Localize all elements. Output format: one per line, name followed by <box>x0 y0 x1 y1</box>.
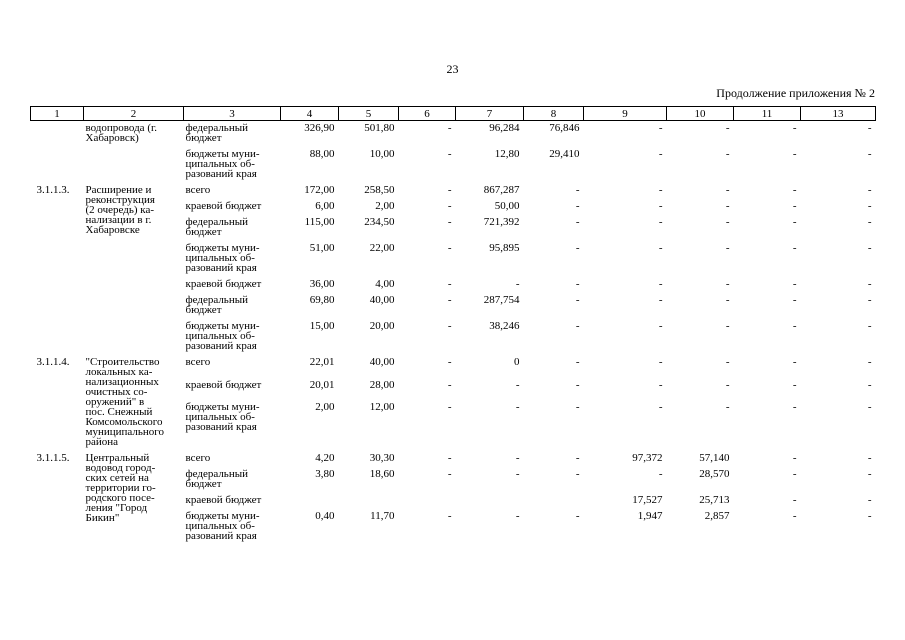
value-cell: 115,00 <box>304 216 335 228</box>
funding-source-line: бюджеты муни- <box>185 510 260 522</box>
value-cell: 25,713 <box>699 494 730 506</box>
funding-source-line: разований края <box>185 340 257 352</box>
item-code: 3.1.1.4. <box>36 356 70 368</box>
value-cell: - <box>575 401 580 414</box>
value-cell: - <box>792 148 797 160</box>
value-cell <box>524 493 584 509</box>
funding-source <box>184 355 281 378</box>
value-cell: - <box>575 378 580 391</box>
funding-source <box>184 400 281 451</box>
value-cell: - <box>725 378 730 391</box>
budget-table <box>30 106 876 545</box>
value-cell: - <box>658 356 663 368</box>
funding-source-line: ципальных об- <box>185 158 255 170</box>
funding-source-line: бюджеты муни- <box>185 320 260 332</box>
value-cell: - <box>792 510 797 522</box>
column-header: 13 <box>801 107 876 121</box>
column-header: 11 <box>734 107 801 121</box>
value-cell: - <box>575 278 580 290</box>
value-cell: - <box>725 216 730 228</box>
object-name-line: "Строительство <box>85 356 160 368</box>
value-cell: 69,80 <box>309 294 335 306</box>
value-cell: 258,50 <box>364 184 395 196</box>
funding-source-line: ципальных об- <box>185 330 255 342</box>
funding-source <box>184 378 281 401</box>
value-cell: 287,754 <box>483 294 520 306</box>
item-code <box>31 121 84 184</box>
value-cell: 2,00 <box>375 200 395 212</box>
value-cell: - <box>575 216 580 228</box>
funding-source-line: бюджеты муни- <box>185 148 260 160</box>
value-cell: - <box>725 294 730 306</box>
object-name-line: Хабаровск) <box>85 132 139 144</box>
value-cell: - <box>658 216 663 228</box>
value-cell: 29,410 <box>549 148 580 160</box>
item-code: 3.1.1.5. <box>36 452 70 464</box>
value-cell: 10,00 <box>369 148 395 160</box>
value-cell: - <box>447 468 452 480</box>
value-cell: 12,80 <box>494 148 520 160</box>
funding-source <box>184 121 281 148</box>
funding-source-line: всего <box>185 452 211 464</box>
value-cell: 1,947 <box>637 510 663 522</box>
value-cell: 36,00 <box>309 278 335 290</box>
object-name-line: Центральный <box>85 452 150 464</box>
funding-source-line: бюджет <box>185 226 222 238</box>
value-cell: - <box>658 148 663 160</box>
value-cell: 4,00 <box>375 278 395 290</box>
value-cell: - <box>867 242 872 254</box>
value-cell: - <box>658 278 663 290</box>
column-header: 3 <box>184 107 281 121</box>
value-cell: 40,00 <box>369 356 395 368</box>
value-cell: - <box>792 468 797 480</box>
value-cell: - <box>447 510 452 522</box>
value-cell: - <box>792 184 797 196</box>
value-cell: - <box>575 320 580 332</box>
value-cell: - <box>792 216 797 228</box>
value-cell: - <box>658 184 663 196</box>
value-cell: - <box>725 122 730 134</box>
funding-source-line: федеральный <box>185 294 248 306</box>
value-cell: - <box>725 200 730 212</box>
value-cell: - <box>867 320 872 332</box>
object-name <box>84 183 184 355</box>
funding-source <box>184 183 281 199</box>
value-cell: - <box>447 184 452 196</box>
item-code: 3.1.1.3. <box>36 184 70 196</box>
object-name-line: ских сетей на <box>85 472 149 484</box>
funding-source-line: бюджеты муни- <box>185 242 260 254</box>
value-cell: - <box>447 148 452 160</box>
value-cell: - <box>867 148 872 160</box>
value-cell: - <box>447 278 452 290</box>
value-cell: - <box>867 184 872 196</box>
value-cell: - <box>575 294 580 306</box>
funding-source-line: федеральный <box>185 216 248 228</box>
value-cell <box>399 493 456 509</box>
value-cell: 4,20 <box>315 452 335 464</box>
value-cell: 38,246 <box>489 320 520 332</box>
column-header: 4 <box>281 107 339 121</box>
value-cell: 95,895 <box>489 242 520 254</box>
value-cell: - <box>725 242 730 254</box>
funding-source-line: всего <box>185 184 211 196</box>
value-cell: - <box>725 184 730 196</box>
value-cell: - <box>792 494 797 506</box>
value-cell: - <box>867 452 872 464</box>
value-cell: - <box>575 468 580 480</box>
object-name-line: локальных ка- <box>85 366 153 378</box>
value-cell: 76,846 <box>549 122 580 134</box>
object-name-line: родского посе- <box>85 492 155 504</box>
value-cell: - <box>575 452 580 464</box>
funding-source-line: бюджет <box>185 304 222 316</box>
value-cell: 88,00 <box>309 148 335 160</box>
object-name-line: нализационных <box>85 376 159 388</box>
value-cell: 234,50 <box>364 216 395 228</box>
funding-source <box>184 467 281 493</box>
object-name-line: Расширение и <box>85 184 152 196</box>
funding-source <box>184 293 281 319</box>
funding-source-line: разований края <box>185 168 257 180</box>
value-cell: 2,00 <box>315 401 335 414</box>
table-row <box>31 121 876 148</box>
value-cell: - <box>447 401 452 414</box>
value-cell: - <box>575 510 580 522</box>
value-cell: - <box>792 278 797 290</box>
value-cell <box>281 493 339 509</box>
value-cell: - <box>515 278 520 290</box>
value-cell: - <box>447 294 452 306</box>
value-cell: 867,287 <box>483 184 520 196</box>
value-cell: - <box>658 401 663 414</box>
table-row <box>31 355 876 378</box>
value-cell: - <box>792 378 797 391</box>
value-cell: - <box>447 378 452 391</box>
value-cell: - <box>447 200 452 212</box>
object-name <box>84 121 184 184</box>
value-cell: - <box>867 278 872 290</box>
value-cell: 30,30 <box>369 452 395 464</box>
value-cell: - <box>725 320 730 332</box>
value-cell: - <box>792 356 797 368</box>
object-name-line: реконструкция <box>85 194 155 206</box>
value-cell: 721,392 <box>483 216 520 228</box>
value-cell: 0,40 <box>315 510 335 522</box>
value-cell: - <box>867 378 872 391</box>
value-cell <box>339 493 399 509</box>
object-name-line: оружений" в <box>85 396 145 408</box>
value-cell: 2,857 <box>704 510 730 522</box>
value-cell: - <box>867 216 872 228</box>
funding-source-line: бюджеты муни- <box>185 401 260 414</box>
value-cell: - <box>725 278 730 290</box>
value-cell: 172,00 <box>304 184 335 196</box>
column-header: 6 <box>399 107 456 121</box>
value-cell: 28,570 <box>699 468 730 480</box>
table-row <box>31 183 876 199</box>
value-cell: 22,00 <box>369 242 395 254</box>
value-cell: - <box>792 320 797 332</box>
table-row <box>31 451 876 467</box>
value-cell: - <box>447 356 452 368</box>
value-cell: - <box>515 378 520 391</box>
funding-source-line: разований края <box>185 262 257 274</box>
value-cell: 326,90 <box>304 122 335 134</box>
object-name-line: водовод город- <box>85 462 156 474</box>
value-cell: - <box>725 356 730 368</box>
value-cell: - <box>792 294 797 306</box>
object-name <box>84 451 184 545</box>
funding-source-line: федеральный <box>185 122 248 134</box>
object-name-line: муниципального <box>85 426 165 438</box>
value-cell: - <box>515 468 520 480</box>
object-name-line: очистных со- <box>85 386 148 398</box>
value-cell: 0 <box>514 356 520 368</box>
object-name-line: Хабаровске <box>85 224 140 236</box>
funding-source-line: краевой бюджет <box>185 378 262 391</box>
value-cell: - <box>867 468 872 480</box>
column-header: 8 <box>524 107 584 121</box>
object-name-line: Бикин" <box>85 512 120 524</box>
funding-source-line: ципальных об- <box>185 252 255 264</box>
value-cell: - <box>867 494 872 506</box>
object-name-line: Комсомольского <box>85 416 163 428</box>
value-cell: 15,00 <box>309 320 335 332</box>
funding-source-line: краевой бюджет <box>185 494 262 506</box>
funding-source-line: бюджет <box>185 132 222 144</box>
value-cell: 40,00 <box>369 294 395 306</box>
object-name-line: территории го- <box>85 482 156 494</box>
funding-source <box>184 319 281 355</box>
column-header: 1 <box>31 107 84 121</box>
column-header: 7 <box>456 107 524 121</box>
object-name-line: пос. Снежный <box>85 406 153 418</box>
funding-source <box>184 493 281 509</box>
value-cell: - <box>447 452 452 464</box>
value-cell: - <box>575 356 580 368</box>
value-cell: - <box>575 200 580 212</box>
value-cell: 50,00 <box>494 200 520 212</box>
value-cell: 501,80 <box>364 122 395 134</box>
value-cell: 18,60 <box>369 468 395 480</box>
page-number: 23 <box>446 62 459 76</box>
funding-source-line: краевой бюджет <box>185 200 262 212</box>
object-name <box>84 355 184 451</box>
funding-source-line: бюджет <box>185 478 222 490</box>
value-cell: - <box>867 122 872 134</box>
value-cell: - <box>447 122 452 134</box>
header-row <box>31 107 876 121</box>
object-name-line: района <box>85 436 119 448</box>
value-cell: - <box>447 242 452 254</box>
column-header: 9 <box>584 107 667 121</box>
column-header: 10 <box>667 107 734 121</box>
value-cell: - <box>658 294 663 306</box>
value-cell: 22,01 <box>309 356 335 368</box>
value-cell: - <box>867 510 872 522</box>
object-name-line: нализации в г. <box>85 214 152 226</box>
value-cell: - <box>575 184 580 196</box>
object-name-line: ления "Город <box>85 502 148 514</box>
funding-source-line: разований края <box>185 530 257 542</box>
value-cell: 17,527 <box>632 494 663 506</box>
value-cell: - <box>725 401 730 414</box>
value-cell: 20,01 <box>309 378 335 391</box>
value-cell: - <box>867 401 872 414</box>
value-cell: - <box>575 242 580 254</box>
funding-source-line: разований края <box>185 421 257 434</box>
funding-source-line: всего <box>185 356 211 368</box>
value-cell: 57,140 <box>699 452 730 464</box>
column-header: 2 <box>84 107 184 121</box>
appendix-caption: Продолжение приложения № 2 <box>716 86 875 100</box>
column-header: 5 <box>339 107 399 121</box>
funding-source <box>184 199 281 215</box>
funding-source-line: ципальных об- <box>185 520 255 532</box>
value-cell: - <box>792 401 797 414</box>
funding-source-line: федеральный <box>185 468 248 480</box>
funding-source-line: краевой бюджет <box>185 278 262 290</box>
value-cell: 28,00 <box>369 378 395 391</box>
value-cell: - <box>725 148 730 160</box>
value-cell: - <box>515 510 520 522</box>
value-cell: - <box>658 320 663 332</box>
value-cell: 3,80 <box>315 468 335 480</box>
value-cell: - <box>515 452 520 464</box>
value-cell: - <box>792 200 797 212</box>
funding-source <box>184 451 281 467</box>
table-body <box>31 121 876 546</box>
funding-source <box>184 147 281 183</box>
value-cell: - <box>658 242 663 254</box>
value-cell: - <box>658 122 663 134</box>
funding-source <box>184 215 281 241</box>
value-cell: - <box>447 216 452 228</box>
value-cell: 20,00 <box>369 320 395 332</box>
value-cell: - <box>792 242 797 254</box>
value-cell: - <box>867 200 872 212</box>
funding-source <box>184 509 281 545</box>
value-cell: 12,00 <box>369 401 395 414</box>
value-cell: - <box>658 378 663 391</box>
value-cell: - <box>867 356 872 368</box>
funding-source <box>184 277 281 293</box>
object-name-line: (2 очередь) ка- <box>85 204 155 216</box>
funding-source <box>184 241 281 277</box>
object-name-line: водопровода (г. <box>85 122 157 134</box>
funding-source-line: ципальных об- <box>185 411 255 424</box>
value-cell: 11,70 <box>370 510 395 522</box>
value-cell: 6,00 <box>315 200 335 212</box>
value-cell: - <box>658 200 663 212</box>
value-cell: 96,284 <box>489 122 520 134</box>
value-cell: - <box>792 452 797 464</box>
value-cell <box>456 493 524 509</box>
value-cell: - <box>792 122 797 134</box>
value-cell: - <box>515 401 520 414</box>
value-cell: - <box>447 320 452 332</box>
value-cell: 51,00 <box>309 242 335 254</box>
value-cell: - <box>867 294 872 306</box>
value-cell: 97,372 <box>632 452 663 464</box>
value-cell: - <box>658 468 663 480</box>
